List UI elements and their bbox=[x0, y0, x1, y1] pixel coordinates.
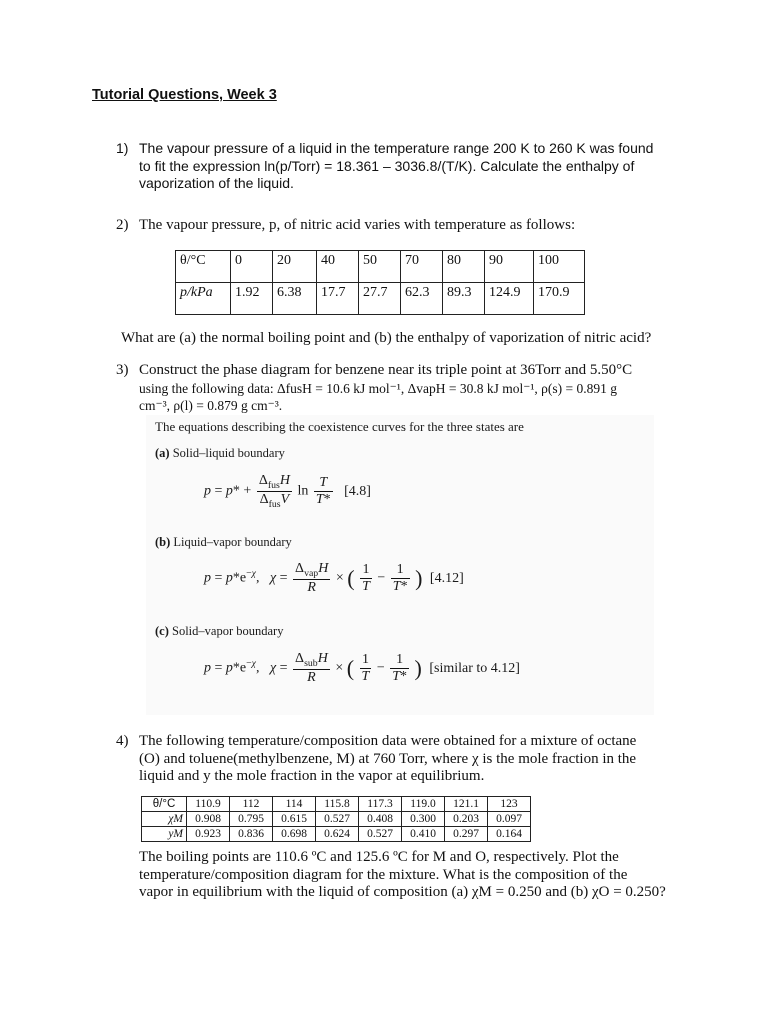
table-cell: 0.527 bbox=[316, 812, 359, 827]
table-cell: 0.615 bbox=[273, 812, 316, 827]
nitric-acid-table bbox=[175, 250, 585, 315]
table-cell: 0.698 bbox=[273, 827, 316, 842]
table-cell: 0.908 bbox=[187, 812, 230, 827]
table-cell: 0.410 bbox=[402, 827, 445, 842]
equation-c-ref: [similar to 4.12] bbox=[429, 660, 520, 676]
table-cell: 124.9 bbox=[485, 283, 534, 315]
q1-line: The vapour pressure of a liquid in the temperature range 200 K to 260 K was found bbox=[139, 140, 654, 156]
fraction: $\frac{\Delta_{fus}H}{\Delta_{fus}V}$ bbox=[258, 473, 290, 510]
table-cell-label: χM bbox=[142, 812, 187, 827]
table-row bbox=[176, 251, 585, 283]
boundary-a-heading bbox=[155, 446, 285, 461]
fraction: $\frac{\Delta_{vap}H}{R}$ bbox=[295, 561, 329, 595]
q1-number: 1) bbox=[116, 140, 129, 156]
table-cell-label: p/kPa bbox=[176, 283, 231, 315]
table-cell: 40 bbox=[317, 251, 359, 283]
table-cell: 123 bbox=[488, 797, 531, 812]
q4-after-line: The boiling points are 110.6 ºC and 125.6 ºC for M and O, respectively. Plot the bbox=[139, 849, 619, 865]
table-cell: 114 bbox=[273, 797, 316, 812]
table-row bbox=[176, 283, 585, 315]
fraction: $\frac{1}{T}$ bbox=[361, 651, 370, 684]
table-cell: 0.164 bbox=[488, 827, 531, 842]
table-cell: 121.1 bbox=[445, 797, 488, 812]
fraction: $\frac{1}{T*}$ bbox=[392, 651, 408, 684]
equations-panel bbox=[146, 415, 654, 715]
equation-b: $p = p*e^{-\chi}$, χ = $\frac{\Delta_{vap}H}{R}$ × ( $\frac{1}{T}$ − $\frac{1}{T*}$ ) [4.12] bbox=[204, 561, 464, 595]
q2-number: 2) bbox=[116, 217, 129, 233]
equations-intro: The equations describing the coexistence curves for the three states are bbox=[155, 419, 524, 434]
table-cell: 0.527 bbox=[359, 827, 402, 842]
table-cell: 0.795 bbox=[230, 812, 273, 827]
table-cell-label: yM bbox=[142, 827, 187, 842]
fraction: $\frac{1}{T}$ bbox=[362, 561, 370, 594]
table-cell: 62.3 bbox=[401, 283, 443, 315]
table-cell: 0 bbox=[231, 251, 273, 283]
table-cell: 117.3 bbox=[359, 797, 402, 812]
q4-line: liquid and y the mole fraction in the vapor at equilibrium. bbox=[139, 768, 485, 784]
table-cell: 20 bbox=[273, 251, 317, 283]
table-cell: 89.3 bbox=[443, 283, 485, 315]
table-cell: 0.097 bbox=[488, 812, 531, 827]
q3-text bbox=[139, 362, 679, 415]
table-cell: 50 bbox=[359, 251, 401, 283]
table-cell: 80 bbox=[443, 251, 485, 283]
q4-after-line: temperature/composition diagram for the mixture. What is the composition of the bbox=[139, 866, 628, 883]
equation-a-ref: [4.8] bbox=[344, 483, 371, 499]
q1-line: to fit the expression ln(p/Torr) = 18.361 – 3036.8/(T/K). Calculate the enthalpy of bbox=[139, 157, 635, 174]
table-cell: 0.300 bbox=[402, 812, 445, 827]
q3-line: Construct the phase diagram for benzene near its triple point at 36Torr and 5.50°C bbox=[139, 362, 633, 378]
q3-line: using the following data: ΔfusH = 10.6 kJ mol⁻¹, ΔvapH = 30.8 kJ mol⁻¹, ρ(s) = 0.891 g bbox=[139, 380, 618, 396]
table-cell: 0.297 bbox=[445, 827, 488, 842]
q4-number: 4) bbox=[116, 733, 129, 749]
boundary-a-text: Solid–liquid boundary bbox=[172, 446, 285, 460]
table-cell: 0.203 bbox=[445, 812, 488, 827]
q2-question: What are (a) the normal boiling point and (b) the enthalpy of vaporization of nitric acid? bbox=[121, 330, 652, 346]
table-cell: 17.7 bbox=[317, 283, 359, 315]
fraction: $\frac{1}{T*}$ bbox=[392, 561, 408, 594]
table-cell: 0.923 bbox=[187, 827, 230, 842]
boundary-b-heading bbox=[155, 535, 292, 550]
table-cell: 0.624 bbox=[316, 827, 359, 842]
q4-text bbox=[139, 733, 679, 786]
q4-line: (O) and toluene(methylbenzene, M) at 760 Torr, where χ is the mole fraction in the bbox=[139, 750, 637, 767]
q3-number: 3) bbox=[116, 362, 129, 378]
table-cell-label: θ/°C bbox=[176, 251, 231, 283]
equation-b-ref: [4.12] bbox=[429, 570, 464, 586]
boundary-a-label: (a) bbox=[155, 446, 170, 460]
equation-a: p = p* + $\frac{\Delta_{fus}H}{\Delta_{fus}V}$ ln $\frac{T}{T*}$ [4.8] bbox=[204, 473, 371, 510]
table-cell: 110.9 bbox=[187, 797, 230, 812]
table-cell: 115.8 bbox=[316, 797, 359, 812]
boundary-c-heading bbox=[155, 624, 283, 639]
q4-line: The following temperature/composition data were obtained for a mixture of octane bbox=[139, 733, 637, 749]
octane-toluene-table bbox=[141, 796, 531, 842]
boundary-c-label: (c) bbox=[155, 624, 169, 638]
table-cell: 0.836 bbox=[230, 827, 273, 842]
table-cell: 170.9 bbox=[534, 283, 585, 315]
q1-line: vaporization of the liquid. bbox=[139, 175, 294, 191]
table-cell-label: θ/°C bbox=[142, 797, 187, 812]
page-title: Tutorial Questions, Week 3 bbox=[92, 87, 277, 103]
equation-c: $p = p*e^{-\chi}$, χ = $\frac{\Delta_{sub}H}{R}$ × ( $\frac{1}{T}$ − $\frac{1}{T*}$ ) [similar to 4.12] bbox=[204, 651, 520, 685]
q1-text bbox=[139, 140, 699, 193]
table-row bbox=[142, 827, 531, 842]
q3-line: cm⁻³, ρ(l) = 0.879 g cm⁻³. bbox=[139, 398, 283, 413]
boundary-c-text: Solid–vapor boundary bbox=[172, 624, 284, 638]
table-cell: 112 bbox=[230, 797, 273, 812]
table-cell: 6.38 bbox=[273, 283, 317, 315]
fraction: $\frac{\Delta_{sub}H}{R}$ bbox=[295, 651, 328, 685]
table-cell: 90 bbox=[485, 251, 534, 283]
table-row bbox=[142, 812, 531, 827]
table-cell: 100 bbox=[534, 251, 585, 283]
table-cell: 70 bbox=[401, 251, 443, 283]
table-row bbox=[142, 797, 531, 812]
boundary-b-label: (b) bbox=[155, 535, 171, 549]
boundary-b-text: Liquid–vapor boundary bbox=[173, 535, 292, 549]
table-cell: 0.408 bbox=[359, 812, 402, 827]
fraction: $\frac{T}{T*}$ bbox=[315, 474, 331, 507]
q2-intro: The vapour pressure, p, of nitric acid varies with temperature as follows: bbox=[139, 217, 576, 233]
table-cell: 119.0 bbox=[402, 797, 445, 812]
table-cell: 27.7 bbox=[359, 283, 401, 315]
q4-after-text bbox=[139, 849, 679, 902]
table-cell: 1.92 bbox=[231, 283, 273, 315]
q4-after-line: vapor in equilibrium with the liquid of composition (a) χM = 0.250 and (b) χO = 0.250? bbox=[139, 884, 666, 900]
